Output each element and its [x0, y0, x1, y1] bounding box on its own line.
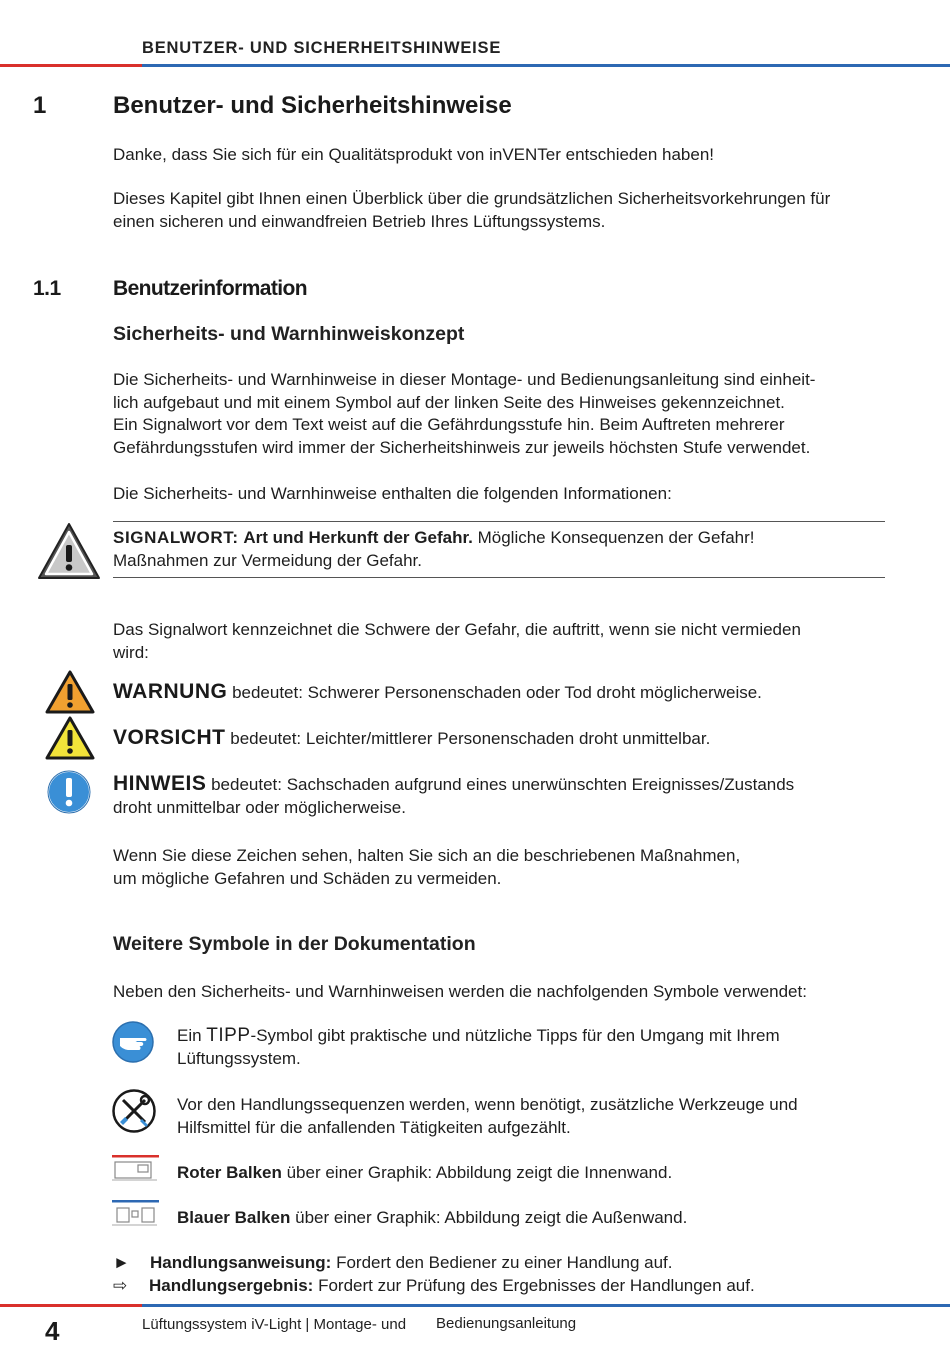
page-number: 4 [45, 1316, 60, 1346]
signal-box-text: SIGNALWORT: Art und Herkunft der Gefahr. Mögliche Konsequenzen der Gefahr! Maßnahmen zur Vermeidung der Gefahr. [113, 528, 755, 570]
signs-paragraph: Wenn Sie diese Zeichen sehen, halten Sie sich an die beschriebenen Maßnahmen, um mögliche Gefahren und Schäden zu vermeiden. [113, 846, 741, 888]
heading-further-symbols: Weitere Symbole in der Dokumentation [113, 933, 476, 955]
tip-text: Ein TIPP-Symbol gibt praktische und nützliche Tipps für den Umgang mit Ihrem Lüftungssystem. [177, 1025, 780, 1068]
footer-rule-blue [142, 1304, 950, 1307]
instruction-result: ⇨ Handlungsergebnis: Fordert zur Prüfung des Ergebnisses der Handlungen auf. [113, 1276, 755, 1295]
footer-rule-red [0, 1304, 142, 1307]
subsection-number: 1.1 [33, 277, 61, 300]
info-intro-paragraph: Die Sicherheits- und Warnhinweise enthalten die folgenden Informationen: [113, 484, 672, 503]
caution-yellow-icon [45, 716, 95, 765]
inner-wall-red-bar-icon [112, 1155, 160, 1188]
notice-blue-icon [46, 769, 92, 820]
level-warnung: WARNUNG bedeutet: Schwerer Personenschaden oder Tod droht möglicherweise. [113, 680, 762, 703]
red-bar-text: Roter Balken über einer Graphik: Abbildung zeigt die Innenwand. [177, 1163, 673, 1182]
subsection-title: Benutzerinformation [113, 277, 307, 300]
heading-warning-concept: Sicherheits- und Warnhinweiskonzept [113, 323, 465, 345]
level-vorsicht: VORSICHT bedeutet: Leichter/mittlerer Personenschaden droht unmittelbar. [113, 726, 711, 749]
chapter-overview-paragraph: Dieses Kapitel gibt Ihnen einen Überblick über die grundsätzlichen Sicherheitsvorkehrungen für einen sicheren und einwandfreien Betrieb Ihres Lüftungssystems. [113, 189, 831, 231]
blue-bar-text: Blauer Balken über einer Graphik: Abbildung zeigt die Außenwand. [177, 1208, 688, 1227]
box-top-rule [113, 521, 885, 522]
box-bottom-rule [113, 577, 885, 578]
warning-concept-paragraph: Die Sicherheits- und Warnhinweise in dieser Montage- und Bedienungsanleitung sind einheit- lich aufgebaut und mit einem Symbol auf der linken Seite des Hinweises gekennzeichnet. Ein Signalwort vor dem Text weist auf die Gefährdungsstufe hin. Beim Auftreten mehrerer Gefährdungsstufen wird immer der Sicherheitshinweis zur jeweils höchsten Stufe verwendet. [113, 370, 816, 457]
header-rule-red [0, 64, 142, 67]
instruction-step: ► Handlungsanweisung: Fordert den Bediener zu einer Handlung auf. [113, 1253, 673, 1272]
outer-wall-blue-bar-icon [112, 1200, 160, 1233]
section-number: 1 [33, 92, 47, 119]
intro-paragraph: Danke, dass Sie sich für ein Qualitätsprodukt von inVENTer entschieden haben! [113, 145, 715, 164]
warning-orange-icon [45, 670, 95, 719]
section-title: Benutzer- und Sicherheitshinweise [113, 92, 512, 119]
tip-hand-icon [111, 1020, 155, 1069]
signalword-paragraph: Das Signalwort kennzeichnet die Schwere der Gefahr, die auftritt, wenn sie nicht vermieden wird: [113, 620, 801, 662]
header-rule-blue [142, 64, 950, 67]
running-header: BENUTZER- UND SICHERHEITSHINWEISE [142, 39, 502, 57]
footer-product: Lüftungssystem iV-Light | Montage- und [142, 1316, 407, 1333]
tools-icon [111, 1088, 157, 1139]
general-warning-icon [36, 521, 102, 586]
level-hinweis: HINWEIS bedeutet: Sachschaden aufgrund eines unerwünschten Ereignisses/Zustands droht unmittelbar oder möglicherweise. [113, 772, 795, 817]
footer-manual: Bedienungsanleitung [436, 1315, 577, 1332]
symbols-intro-paragraph: Neben den Sicherheits- und Warnhinweisen werden die nachfolgenden Symbole verwendet: [113, 982, 807, 1001]
tools-text: Vor den Handlungssequenzen werden, wenn benötigt, zusätzliche Werkzeuge und Hilfsmittel für die anfallenden Tätigkeiten aufgezählt. [177, 1095, 798, 1137]
